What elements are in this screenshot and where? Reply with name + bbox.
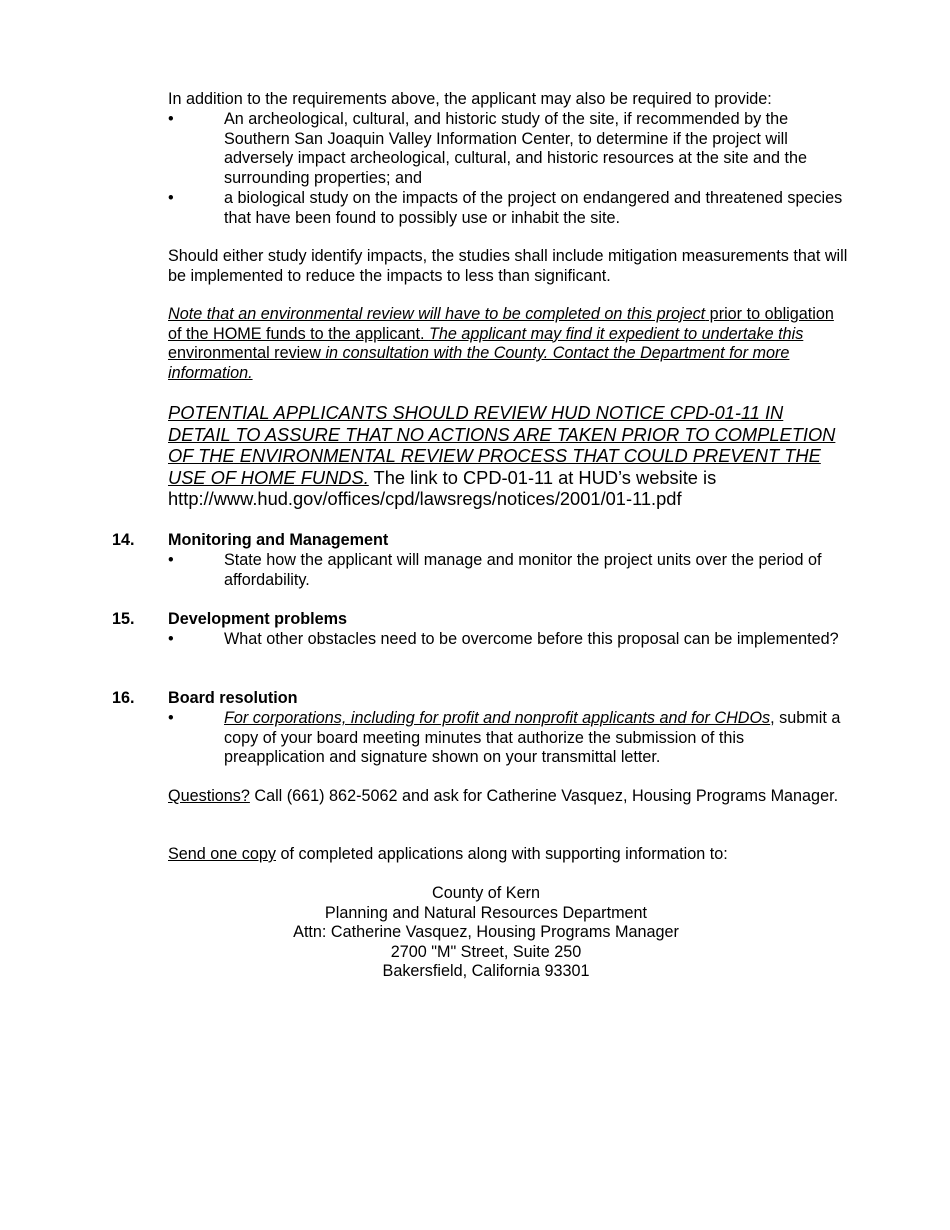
mailing-address (168, 884, 804, 982)
mitigation-paragraph: Should either study identify impacts, the studies shall include mitigation measurements that will be implemented to reduce the impacts to less than significant. (168, 247, 848, 285)
address-line-4: 2700 "M" Street, Suite 250 (390, 942, 582, 961)
questions-paragraph (168, 787, 848, 807)
archeological-study-item: An archeological, cultural, and historic study of the site, if recommended by the Southern San Joaquin Valley Information Center, to determine if the project will adversely impact archeological, cultural, and historic resources at the site and the surrounding properties; and (224, 110, 808, 187)
section-14-item: State how the applicant will manage and monitor the project units over the period of affordability. (224, 551, 822, 589)
section-14-title: Monitoring and Management (168, 531, 389, 549)
board-minutes-text: , submit a copy of your board meeting minutes that authorize the submission of this preapplication and signature shown on your transmittal letter. (224, 709, 841, 767)
section-14-number: 14. (112, 531, 135, 549)
address-line-1: County of Kern (432, 884, 540, 902)
notice-caps-text: POTENTIAL APPLICANTS SHOULD REVIEW HUD NOTICE CPD-01-11 IN DETAIL TO ASSURE THAT NO ACTIONS ARE TAKEN PRIOR TO COMPLETION OF THE ENVIRONMENTAL REVIEW PROCESS THAT COULD PREVENT THE USE OF HOME FUNDS. (168, 402, 836, 488)
questions-label: Questions? (168, 787, 250, 805)
address-line-3: Attn: Catherine Vasquez, Housing Programs Manager (293, 923, 679, 942)
bullet-marker: • (168, 110, 174, 128)
bullet-marker: • (168, 630, 174, 648)
note-part-4: environmental review (168, 344, 326, 363)
section-16-title: Board resolution (168, 689, 298, 707)
questions-text: Call (661) 862-5062 and ask for Catherine Vasquez, Housing Programs Manager. (249, 787, 839, 805)
biological-study-item: a biological study on the impacts of the project on endangered and threatened species that have been found to possibly use or inhabit the site. (224, 189, 843, 227)
note-part-5: in consultation with the County. Contact the Department for more information. (168, 344, 790, 382)
note-part-1: Note that an environmental review will have to be completed on this project (168, 305, 706, 323)
intro-paragraph: In addition to the requirements above, the applicant may also be required to provide: (168, 90, 772, 108)
address-line-2: Planning and Natural Resources Department (324, 903, 648, 922)
address-line-5: Bakersfield, California 93301 (382, 962, 590, 981)
send-copy-label: Send one copy (168, 845, 277, 863)
corporations-text: For corporations, including for profit and nonprofit applicants and for CHDOs (224, 709, 771, 727)
section-15-number: 15. (112, 610, 135, 628)
hud-link-text: The link to CPD-01-11 at HUD’s website is http://www.hud.gov/offices/cpd/lawsregs/notices/2001/01-11.pdf (168, 466, 717, 509)
note-part-2: prior to obligation of the HOME funds to the applicant. (168, 305, 834, 343)
bullet-marker: • (168, 709, 174, 727)
send-copy-text: of completed applications along with supporting information to: (276, 845, 728, 863)
send-copy-paragraph (168, 845, 848, 865)
bullet-marker: • (168, 189, 174, 207)
section-15-item: What other obstacles need to be overcome before this proposal can be implemented? (224, 630, 839, 648)
potential-applicants-notice (168, 402, 838, 510)
section-16-item (224, 709, 844, 768)
section-16-number: 16. (112, 689, 135, 707)
note-part-3: The applicant may find it expedient to undertake this (428, 324, 804, 343)
bullet-marker: • (168, 551, 174, 569)
environmental-review-note (168, 305, 848, 383)
section-15-title: Development problems (168, 610, 348, 628)
